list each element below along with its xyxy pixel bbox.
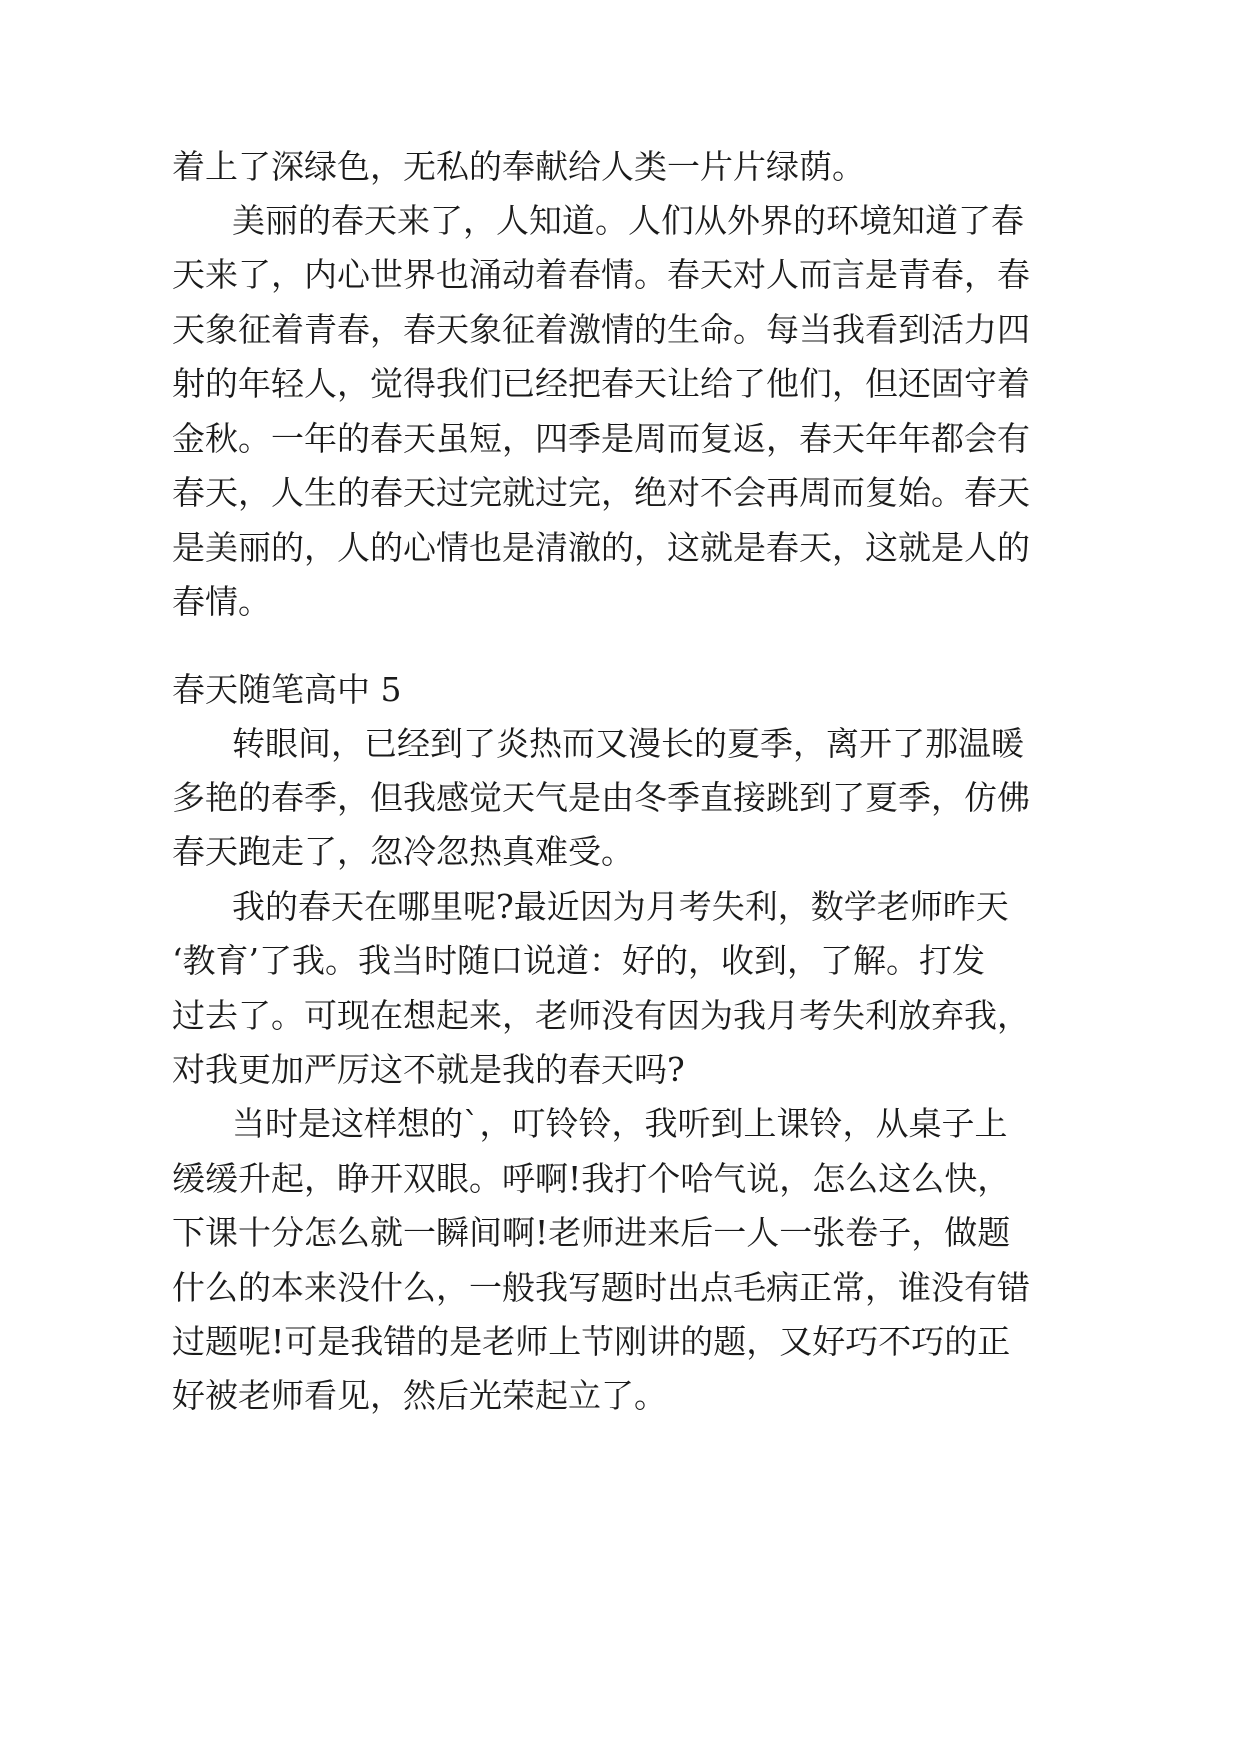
paragraph-line: 缓缓升起，睁开双眼。呼啊!我打个哈气说，怎么这么快， bbox=[172, 1159, 1011, 1198]
paragraph-line: ‘教育’了我。我当时随口说道：好的，收到，了解。打发 bbox=[172, 941, 985, 980]
paragraph-line: 射的年轻人，觉得我们已经把春天让给了他们，但还固守着 bbox=[172, 364, 1030, 403]
paragraph-line: 转眼间，已经到了炎热而又漫长的夏季，离开了那温暖 bbox=[232, 724, 1024, 763]
paragraph-line: 着上了深绿色，无私的奉献给人类一片片绿荫。 bbox=[172, 147, 865, 186]
paragraph-line: 春天，人生的春天过完就过完，绝对不会再周而复始。春天 bbox=[172, 473, 1030, 512]
paragraph-line: 好被老师看见，然后光荣起立了。 bbox=[172, 1376, 667, 1415]
paragraph-line: 我的春天在哪里呢?最近因为月考失利，数学老师昨天 bbox=[232, 887, 1009, 926]
paragraph-line: 对我更加严厉这不就是我的春天吗? bbox=[172, 1050, 685, 1089]
paragraph-line: 下课十分怎么就一瞬间啊!老师进来后一人一张卷子，做题 bbox=[172, 1213, 1011, 1252]
paragraph-line: 春天跑走了，忽冷忽热真难受。 bbox=[172, 832, 634, 871]
section-heading: 春天随笔高中 5 bbox=[172, 670, 402, 709]
paragraph-line: 美丽的春天来了，人知道。人们从外界的环境知道了春 bbox=[232, 201, 1024, 240]
paragraph-line: 春情。 bbox=[172, 582, 271, 621]
paragraph-line: 天来了，内心世界也涌动着春情。春天对人而言是青春，春 bbox=[172, 255, 1030, 294]
paragraph-line: 当时是这样想的`，叮铃铃，我听到上课铃，从桌子上 bbox=[232, 1104, 1008, 1143]
paragraph-line: 天象征着青春，春天象征着激情的生命。每当我看到活力四 bbox=[172, 310, 1030, 349]
paragraph-line: 过题呢!可是我错的是老师上节刚讲的题，又好巧不巧的正 bbox=[172, 1322, 1011, 1361]
paragraph-line: 金秋。一年的春天虽短，四季是周而复返，春天年年都会有 bbox=[172, 419, 1030, 458]
paragraph-line: 是美丽的，人的心情也是清澈的，这就是春天，这就是人的 bbox=[172, 528, 1030, 567]
paragraph-line: 过去了。可现在想起来，老师没有因为我月考失利放弃我， bbox=[172, 996, 1030, 1035]
paragraph-line: 什么的本来没什么，一般我写题时出点毛病正常，谁没有错 bbox=[172, 1268, 1030, 1307]
paragraph-line: 多艳的春季，但我感觉天气是由冬季直接跳到了夏季，仿佛 bbox=[172, 778, 1030, 817]
